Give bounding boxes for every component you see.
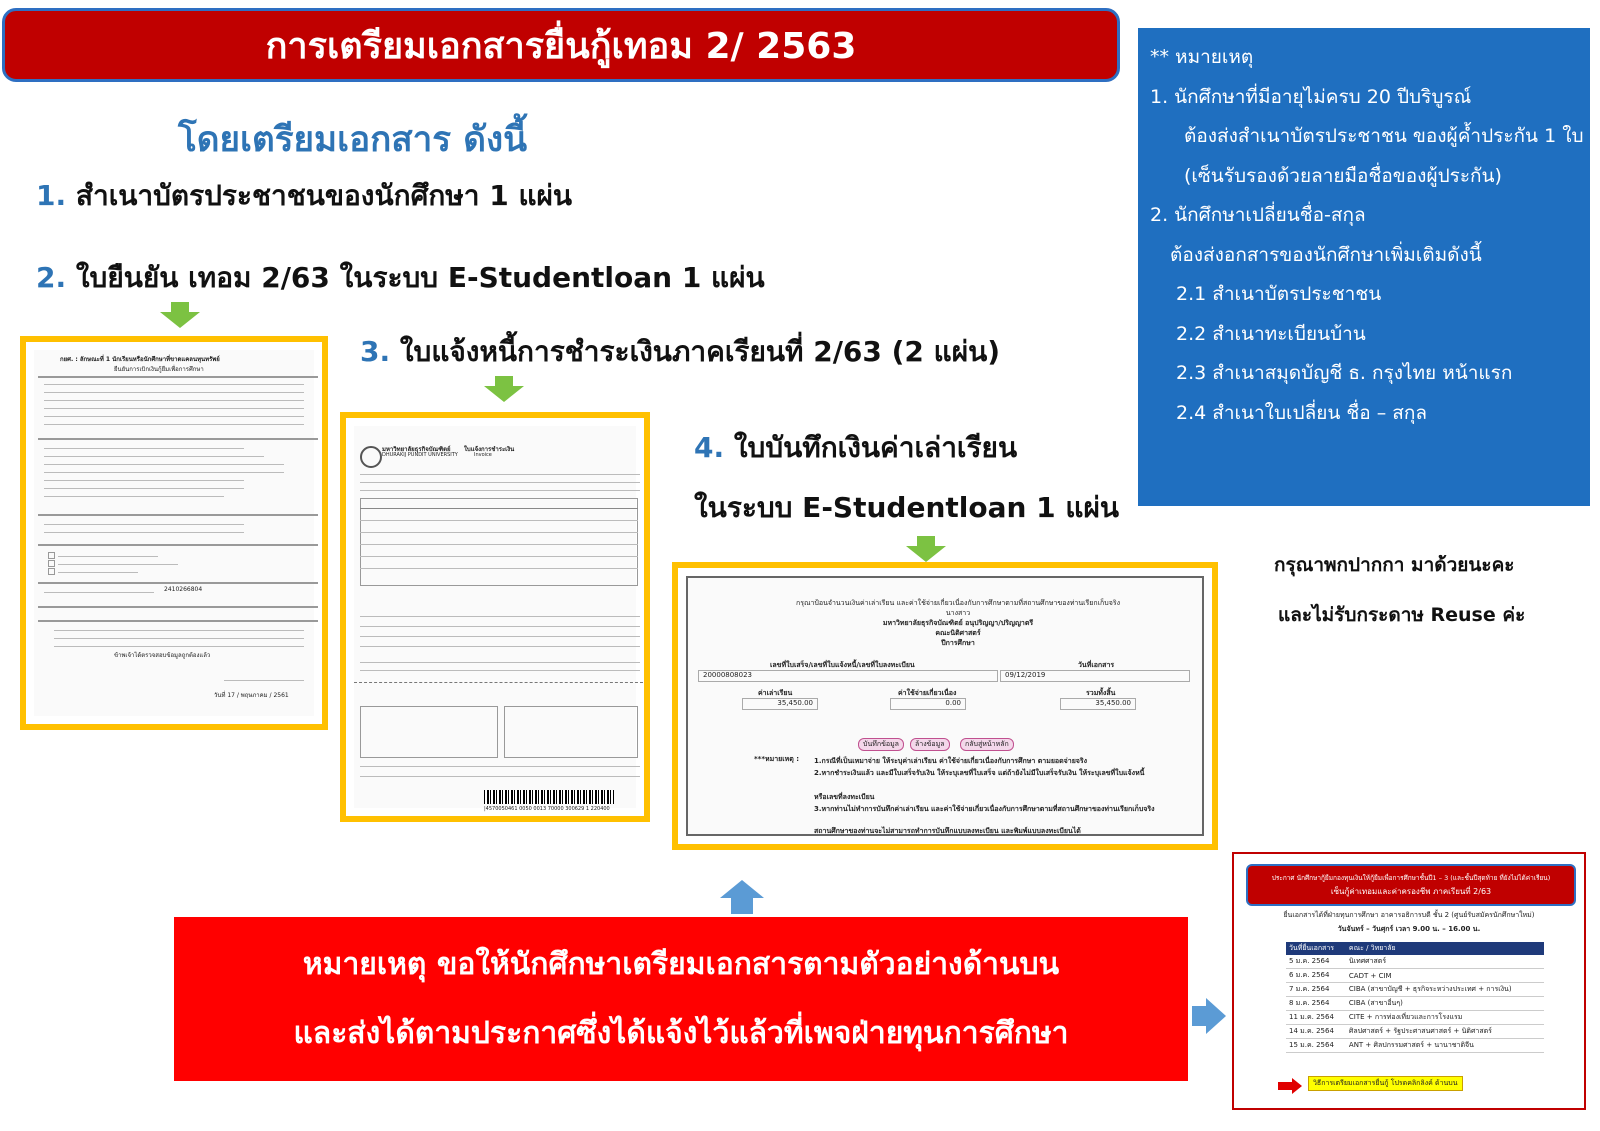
remark-line: 1.กรณีที่เป็นเหมาจ่าย ให้ระบุค่าเล่าเรียน ค่าใช้จ่ายเกี่ยวเนื่องกับการศึกษา ตามยอดจ่ายจริง [814,757,1088,765]
page-title: การเตรียมเอกสารยื่นกู้เทอม 2/ 2563 [265,25,857,67]
tuition-field[interactable]: 35,450.00 [742,698,818,710]
title-banner [2,8,1120,82]
table-cell: 14 ม.ค. 2564 [1286,1025,1346,1039]
note-line: (เซ็นรับรองด้วยลายมือชื่อของผู้ประกัน) [1184,164,1502,187]
table-header: วันที่ยื่นเอกสาร [1286,942,1346,955]
form-sign-date: วันที่ 17 / พฤษภาคม / 2561 [214,692,289,699]
note-line: 2.1 สำเนาบัตรประชาชน [1176,283,1382,305]
remark-line: 3.หากท่านไม่ทำการบันทึกค่าเล่าเรียน และค่าใช้จ่ายเกี่ยวเนื่องกับการศึกษาตามที่สถานศึกษาของท่านเรียกเก็บจริง [814,805,1155,813]
note-line: ** หมายเหตุ [1150,46,1254,68]
total-label: รวมทั้งสิ้น [1086,689,1116,697]
table-cell: นิเทศศาสตร์ [1346,955,1544,969]
record-ref-label: เลขที่ใบเสร็จ/เลขที่ใบแจ้งหนี้/เลขที่ใบลงทะเบียน [770,661,915,669]
barcode-text: |4570050461 0050 0013 70000 300629 1 220400 [484,806,610,812]
note-line: ต้องส่งอกสารของนักศึกษาเพิ่มเติมดังนี้ [1170,243,1482,266]
step-1-number: 1. [36,179,67,212]
invoice-title-en: Invoice [474,452,492,458]
step-4 [694,426,1017,470]
subtitle: โดยเตรียมเอกสาร ดังนี้ [178,120,528,160]
note-line: ต้องส่งสำเนาบัตรประชาชน ของผู้ค้ำประกัน 1 ใบ [1184,125,1584,147]
invoice-title: ใบแจ้งการชำระเงิน [464,446,515,453]
barcode-icon [484,790,614,804]
bottom-note-line: และส่งได้ตามประกาศซึ่งได้แจ้งไว้แล้วที่เพจฝ่ายทุนการศึกษา [293,1016,1069,1051]
announcement-header-line-2: เซ็นกู้ค่าเทอมและค่าครองชีพ ภาคเรียนที่ 2/63 [1330,887,1492,896]
invoice-university-en: DHURAKIJ PUNDIT UNIVERSITY [382,452,458,458]
step-3-text: ใบแจ้งหนี้การชำระเงินภาคเรียนที่ 2/63 (2 แผ่น) [399,335,1001,368]
record-name: นางสาว [945,609,971,617]
pen-note-line-1: กรุณาพกปากกา มาด้วยนะคะ [1274,554,1515,576]
note-line: 2.2 สำเนาทะเบียนบ้าน [1176,322,1366,345]
table-cell: 15 ม.ค. 2564 [1286,1039,1346,1053]
arrow-down-icon [160,302,200,328]
arrow-right-icon [1192,998,1226,1034]
tuition-record-image [672,562,1218,850]
save-button[interactable]: บันทึกข้อมูล [858,738,904,751]
form-header: กยศ. : ลักษณะที่ 1 นักเรียนหรือนักศึกษาที่ขาดแคลนทุนทรัพย์ [60,356,220,363]
table-cell: 7 ม.ค. 2564 [1286,983,1346,997]
table-cell: ศิลปศาสตร์ + รัฐประศาสนศาสตร์ + นิติศาสตร์ [1346,1025,1544,1039]
step-2 [36,256,765,300]
related-expense-label: ค่าใช้จ่ายเกี่ยวเนื่อง [898,689,957,697]
step-1-text: สำเนาบัตรประชาชนของนักศึกษา 1 แผ่น [75,179,573,212]
note-line: 2. นักศึกษาเปลี่ยนชื่อ-สกุล [1150,204,1366,226]
table-row [1286,997,1544,1011]
table-row [1286,955,1544,969]
step-3-number: 3. [360,335,391,368]
form-subheader: ยืนยันการเบิกเงินกู้ยืมเพื่อการศึกษา [114,366,204,373]
table-cell: ANT + ศิลปกรรมศาสตร์ + นานาชาติจีน [1346,1039,1544,1053]
step-2-text: ใบยืนยัน เทอม 2/63 ในระบบ E-Studentloan 1 แผ่น [75,261,765,294]
announcement-hours: วันจันทร์ – วันศุกร์ เวลา 9.00 น. – 16.00 น. [1337,925,1481,933]
bottom-note [174,917,1188,1081]
tuition-label: ค่าเล่าเรียน [758,689,793,697]
table-cell: 5 ม.ค. 2564 [1286,955,1346,969]
announcement-header-line-1: ประกาศ นักศึกษากู้ยืมกองทุนเงินให้กู้ยืมเพื่อการศึกษาชั้นปี1 – 3 (และชั้นปีสุดท้าย ที่ยังไม่ได้ค่าเรียน) [1271,874,1551,882]
record-ref-field[interactable]: 20000808023 [698,670,998,682]
home-button[interactable]: กลับสู่หน้าหลัก [960,738,1014,751]
pen-note-line-2: และไม่รับกระดาษ Reuse ค่ะ [1278,604,1526,626]
note-line: 2.4 สำเนาใบเปลี่ยน ชื่อ – สกุล [1176,401,1427,424]
clear-button[interactable]: ล้างข้อมูล [910,738,950,751]
table-cell: 6 ม.ค. 2564 [1286,969,1346,983]
table-cell: CADT + CIM [1346,969,1544,983]
record-date-field[interactable]: 09/12/2019 [1000,670,1190,682]
step-4-line2: ในระบบ E-Studentloan 1 แผ่น [694,491,1120,524]
table-cell: 11 ม.ค. 2564 [1286,1011,1346,1025]
invoice-university: มหาวิทยาลัยธุรกิจบัณฑิตย์ [382,446,451,453]
related-expense-field[interactable]: 0.00 [890,698,966,710]
arrow-up-icon [720,880,764,914]
note-line: 1. นักศึกษาที่มีอายุไม่ครบ 20 ปีบริบูรณ์ [1150,85,1472,108]
remark-line: สถานศึกษาของท่านจะไม่สามารถทำการบันทึกแบบลงทะเบียน และพิมพ์แบบลงทะเบียนได้ [814,827,1081,835]
table-header-row [1286,942,1544,955]
table-cell: CIBA (สาขาบัญชี + ธุรกิจระหว่างประเทศ + การเงิน) [1346,983,1544,997]
announcement-location: ยื่นเอกสารได้ที่ฝ่ายทุนการศึกษา อาคารอธิการบดี ชั้น 2 (ศูนย์รับสมัครนักศึกษาใหม่) [1283,911,1535,919]
step-3 [360,330,1000,374]
note-line: 2.3 สำเนาสมุดบัญชี ธ. กรุงไทย หน้าแรก [1176,362,1513,384]
announcement-table [1286,942,1544,1053]
remark-line: หรือเลขที่ลงทะเบียน [814,793,875,801]
table-cell: CITE + การท่องเที่ยวและการโรงแรม [1346,1011,1544,1025]
confirmation-form-image [20,336,328,730]
bottom-note-line: หมายเหตุ ขอให้นักศึกษาเตรียมเอกสารตามตัวอย่างด้านบน [302,947,1060,982]
instructions-link[interactable]: วิธีการเตรียมเอกสารยื่นกู้ โปรดคลิกลิงค์ ด้านบน [1308,1076,1463,1091]
arrow-down-icon [906,536,946,562]
table-cell: CIBA (สาขาอื่นๆ) [1346,997,1544,1011]
record-faculty: คณะนิติศาสตร์ [935,629,981,637]
arrow-right-icon [1278,1078,1302,1094]
step-4-number: 4. [694,431,725,464]
step-1 [36,174,572,218]
table-row [1286,1039,1544,1053]
record-university: มหาวิทยาลัยธุรกิจบัณฑิตย์ อนุปริญญา/ปริญญาตรี [882,619,1034,627]
table-row [1286,1025,1544,1039]
remark-line: 2.หากชำระเงินแล้ว และมีใบเสร็จรับเงิน ให้ระบุเลขที่ใบเสร็จ แต่ถ้ายังไม่มีใบเสร็จรับเงิน ให้ระบุเลขที่ใบแจ้งหนี้ [814,769,1145,777]
announcement-header [1246,864,1576,906]
university-seal-icon [360,446,382,468]
record-date-label: วันที่เอกสาร [1078,661,1115,669]
total-field[interactable]: 35,450.00 [1060,698,1136,710]
arrow-down-icon [484,376,524,402]
step-2-number: 2. [36,261,67,294]
note-box [1138,28,1590,506]
table-row [1286,969,1544,983]
announcement-image [1232,852,1586,1110]
step-4-text: ใบบันทึกเงินค่าเล่าเรียน [733,431,1018,464]
record-heading: กรุณาป้อนจำนวนเงินค่าเล่าเรียน และค่าใช้จ่ายเกี่ยวเนื่องกับการศึกษาตามที่สถานศึกษาของท่านเรียกเก็บจริง [796,599,1120,607]
table-row [1286,1011,1544,1025]
table-cell: 8 ม.ค. 2564 [1286,997,1346,1011]
table-row [1286,983,1544,997]
record-year: ปีการศึกษา [941,639,975,647]
account-number: 2410266804 [164,586,203,593]
invoice-image [340,412,650,822]
remark-label: ***หมายเหตุ : [754,755,800,763]
form-agree: ข้าพเจ้าได้ตรวจสอบข้อมูลถูกต้องแล้ว [114,652,211,659]
table-header: คณะ / วิทยาลัย [1346,942,1544,955]
